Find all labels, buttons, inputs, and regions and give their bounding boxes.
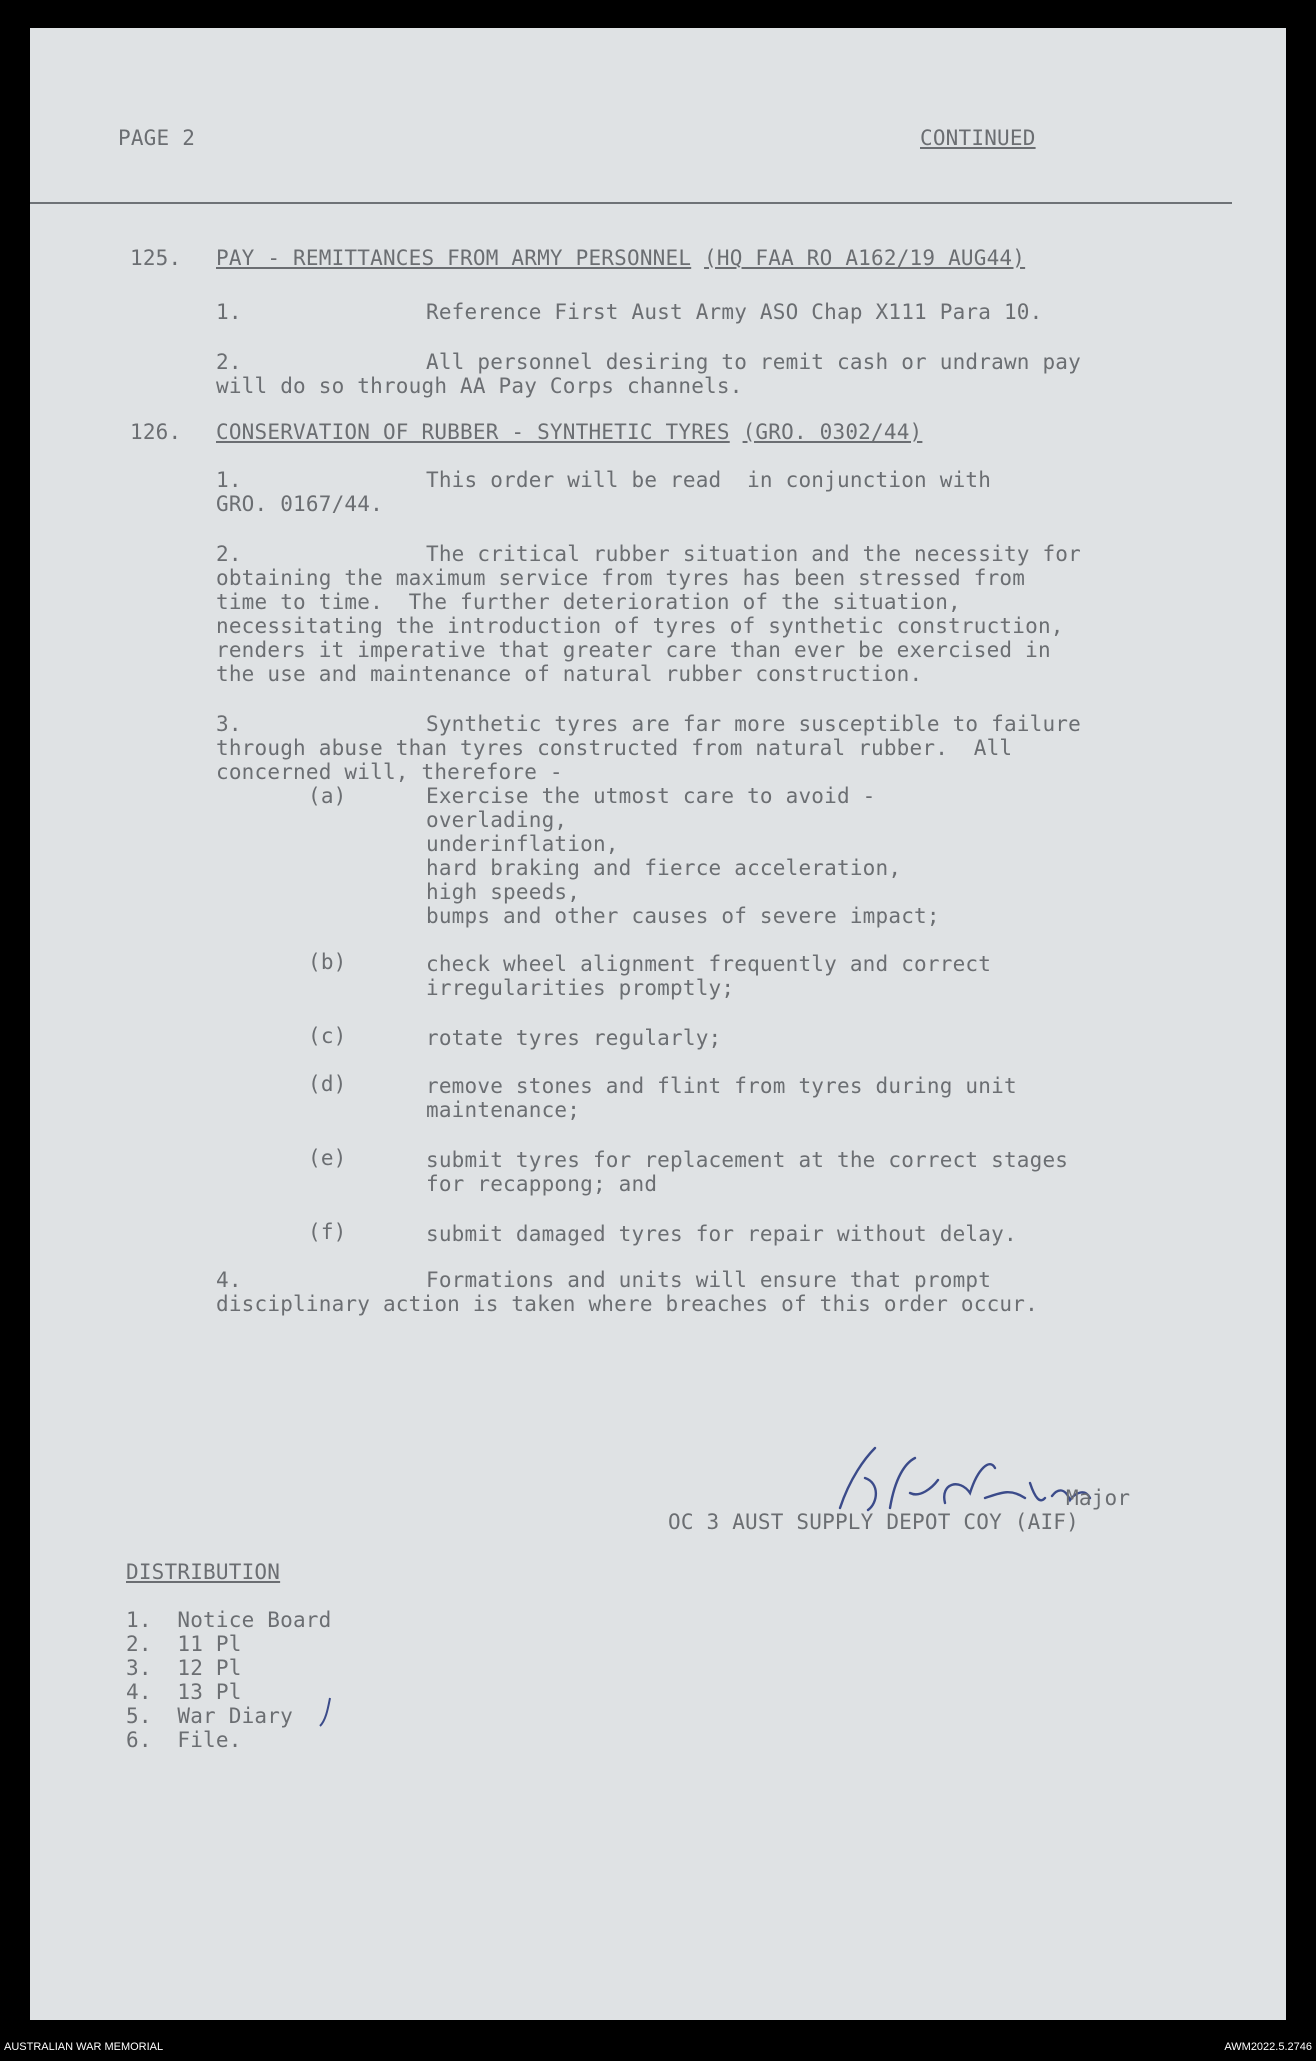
item-line: overlading, [426,808,568,832]
tick-mark [316,1696,336,1732]
para-line: Reference First Aust Army ASO Chap X111 Para 10. [426,300,1043,324]
para-line: the use and maintenance of natural rubber construction. [216,662,923,686]
continued-label: CONTINUED [920,126,1036,150]
para-line: Formations and units will ensure that prompt [426,1268,992,1292]
item-label: (b) [308,950,347,974]
section-126-heading [216,420,922,444]
section-126-title: CONSERVATION OF RUBBER - SYNTHETIC TYRES [216,420,730,444]
para-number: 1. [216,300,242,324]
section-126-number: 126. [130,420,182,444]
footer-right: AWM2022.5.2746 [1224,2041,1312,2053]
para-line: disciplinary action is taken where breaches of this order occur. [216,1292,1038,1316]
distribution-item: 2. 11 Pl [126,1632,242,1656]
item-line: maintenance; [426,1098,581,1122]
para-line: concerned will, therefore - [216,760,563,784]
item-line: Exercise the utmost care to avoid - [426,784,876,808]
para-line: GRO. 0167/44. [216,492,383,516]
item-label: (c) [308,1024,347,1048]
item-line: remove stones and flint from tyres during unit [426,1074,1017,1098]
para-line: All personnel desiring to remit cash or undrawn pay [426,350,1081,374]
para-number: 2. [216,350,242,374]
section-126-ref: (GRO. 0302/44) [742,420,923,444]
item-line: hard braking and fierce acceleration, [426,856,902,880]
para-line: through abuse than tyres constructed from natural rubber. All [216,736,1013,760]
signatory-unit: OC 3 AUST SUPPLY DEPOT COY (AIF) [668,1510,1079,1534]
para-line: obtaining the maximum service from tyres has been stressed from [216,566,1026,590]
para-number: 3. [216,712,242,736]
distribution-item: 6. File. [126,1728,242,1752]
distribution-item: 5. War Diary [126,1704,293,1728]
distribution-item: 4. 13 Pl [126,1680,242,1704]
page-number: PAGE 2 [118,126,196,150]
para-line: This order will be read in conjunction with [426,468,992,492]
header-rule [30,202,1232,204]
distribution-item: 1. Notice Board [126,1608,332,1632]
para-line: time to time. The further deterioration of the situation, [216,590,961,614]
document-page [30,28,1286,2020]
item-line: submit tyres for replacement at the correct stages [426,1148,1069,1172]
para-number: 1. [216,468,242,492]
section-125-number: 125. [130,246,182,270]
item-label: (d) [308,1072,347,1096]
para-line: renders it imperative that greater care than ever be exercised in [216,638,1051,662]
item-label: (e) [308,1146,347,1170]
section-125-title: PAY - REMITTANCES FROM ARMY PERSONNEL [216,246,692,270]
item-line: bumps and other causes of severe impact; [426,904,940,928]
item-line: check wheel alignment frequently and correct [426,952,992,976]
distribution-title: DISTRIBUTION [126,1560,281,1584]
item-line: high speeds, [426,880,581,904]
item-label: (f) [308,1220,347,1244]
item-line: for recappong; and [426,1172,658,1196]
para-line: necessitating the introduction of tyres of synthetic construction, [216,614,1064,638]
section-125-heading [216,246,1025,270]
para-number: 2. [216,542,242,566]
footer-left: AUSTRALIAN WAR MEMORIAL [4,2041,164,2053]
item-line: submit damaged tyres for repair without delay. [426,1222,1017,1246]
section-125-ref: (HQ FAA RO A162/19 AUG44) [704,246,1026,270]
item-line: rotate tyres regularly; [426,1026,722,1050]
para-line: The critical rubber situation and the necessity for [426,542,1081,566]
para-line: will do so through AA Pay Corps channels. [216,374,743,398]
item-label: (a) [308,784,347,808]
item-line: underinflation, [426,832,619,856]
item-line: irregularities promptly; [426,976,735,1000]
distribution-item: 3. 12 Pl [126,1656,242,1680]
para-number: 4. [216,1268,242,1292]
para-line: Synthetic tyres are far more susceptible to failure [426,712,1081,736]
signatory-rank: Major [1066,1486,1131,1510]
